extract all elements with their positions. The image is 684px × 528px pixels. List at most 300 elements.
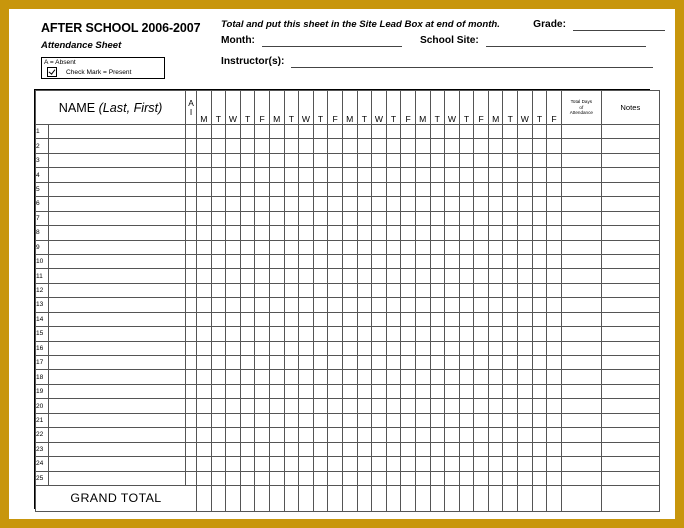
attendance-cell[interactable] [488,240,503,254]
attendance-cell[interactable] [211,428,226,442]
attendance-cell[interactable] [474,413,489,427]
attendance-cell[interactable] [211,399,226,413]
student-name-cell[interactable] [49,370,186,384]
student-name-cell[interactable] [49,312,186,326]
attendance-cell[interactable] [474,442,489,456]
attendance-cell[interactable] [445,211,460,225]
grand-total-cell[interactable] [518,485,533,511]
student-name-cell[interactable] [49,254,186,268]
attendance-cell[interactable] [197,399,212,413]
attendance-cell[interactable] [474,384,489,398]
attendance-cell[interactable] [269,457,284,471]
attendance-cell[interactable] [328,283,343,297]
attendance-cell[interactable] [328,254,343,268]
attendance-cell[interactable] [328,312,343,326]
attendance-cell[interactable] [240,356,255,370]
attendance-cell[interactable] [445,384,460,398]
attendance-cell[interactable] [197,327,212,341]
attendance-cell[interactable] [284,341,299,355]
attendance-cell[interactable] [415,182,430,196]
attendance-cell[interactable] [488,125,503,139]
grand-total-cell[interactable] [226,485,241,511]
attendance-cell[interactable] [401,269,416,283]
attendance-cell[interactable] [226,168,241,182]
total-days-cell[interactable] [561,168,601,182]
attendance-cell[interactable] [372,413,387,427]
attendance-cell[interactable] [386,139,401,153]
attendance-cell[interactable] [313,283,328,297]
attendance-cell[interactable] [197,168,212,182]
attendance-cell[interactable] [547,471,562,485]
attendance-cell[interactable] [518,168,533,182]
total-days-cell[interactable] [561,413,601,427]
attendance-cell[interactable] [255,283,270,297]
attendance-cell[interactable] [532,153,547,167]
attendance-cell[interactable] [328,442,343,456]
notes-cell[interactable] [601,356,659,370]
attendance-cell[interactable] [299,312,314,326]
attendance-cell[interactable] [386,125,401,139]
attendance-cell[interactable] [328,269,343,283]
attendance-cell[interactable] [342,254,357,268]
attendance-cell[interactable] [357,254,372,268]
attendance-cell[interactable] [299,211,314,225]
attendance-cell[interactable] [488,283,503,297]
attendance-cell[interactable] [459,240,474,254]
attendance-cell[interactable] [342,442,357,456]
attendance-cell[interactable] [328,370,343,384]
attendance-cell[interactable] [313,370,328,384]
attendance-cell[interactable] [386,153,401,167]
attendance-cell[interactable] [532,254,547,268]
attendance-cell[interactable] [518,312,533,326]
attendance-cell[interactable] [474,211,489,225]
attendance-cell[interactable] [255,254,270,268]
attendance-cell[interactable] [430,356,445,370]
attendance-cell[interactable] [255,341,270,355]
attendance-cell[interactable] [488,139,503,153]
attendance-cell[interactable] [547,457,562,471]
attendance-cell[interactable] [532,139,547,153]
attendance-cell[interactable] [299,442,314,456]
attendance-cell[interactable] [430,298,445,312]
attendance-cell[interactable] [386,327,401,341]
attendance-cell[interactable] [197,356,212,370]
attendance-cell[interactable] [503,356,518,370]
student-name-cell[interactable] [49,471,186,485]
attendance-cell[interactable] [503,384,518,398]
attendance-cell[interactable] [474,341,489,355]
attendance-cell[interactable] [503,312,518,326]
attendance-cell[interactable] [342,327,357,341]
attendance-cell[interactable] [488,327,503,341]
attendance-cell[interactable] [518,442,533,456]
attendance-cell[interactable] [503,240,518,254]
attendance-cell[interactable] [240,211,255,225]
student-name-cell[interactable] [49,327,186,341]
attendance-cell[interactable] [430,457,445,471]
ai-cell[interactable] [186,442,197,456]
attendance-cell[interactable] [240,428,255,442]
notes-cell[interactable] [601,370,659,384]
attendance-cell[interactable] [474,399,489,413]
attendance-cell[interactable] [372,457,387,471]
attendance-cell[interactable] [284,211,299,225]
attendance-cell[interactable] [415,298,430,312]
attendance-cell[interactable] [240,283,255,297]
attendance-cell[interactable] [240,442,255,456]
attendance-cell[interactable] [445,428,460,442]
total-days-cell[interactable] [561,356,601,370]
attendance-cell[interactable] [342,399,357,413]
attendance-cell[interactable] [240,312,255,326]
attendance-cell[interactable] [197,153,212,167]
attendance-cell[interactable] [313,153,328,167]
attendance-cell[interactable] [532,428,547,442]
ai-cell[interactable] [186,182,197,196]
ai-cell[interactable] [186,226,197,240]
attendance-cell[interactable] [269,168,284,182]
attendance-cell[interactable] [269,283,284,297]
ai-cell[interactable] [186,457,197,471]
attendance-cell[interactable] [328,153,343,167]
attendance-cell[interactable] [357,442,372,456]
attendance-cell[interactable] [197,283,212,297]
attendance-cell[interactable] [518,413,533,427]
attendance-cell[interactable] [445,197,460,211]
attendance-cell[interactable] [226,240,241,254]
attendance-cell[interactable] [269,356,284,370]
attendance-cell[interactable] [401,457,416,471]
attendance-cell[interactable] [211,442,226,456]
attendance-cell[interactable] [255,471,270,485]
attendance-cell[interactable] [518,240,533,254]
total-days-cell[interactable] [561,341,601,355]
total-days-cell[interactable] [561,399,601,413]
attendance-cell[interactable] [284,283,299,297]
attendance-cell[interactable] [313,226,328,240]
attendance-cell[interactable] [357,356,372,370]
attendance-cell[interactable] [299,341,314,355]
attendance-cell[interactable] [357,283,372,297]
attendance-cell[interactable] [518,125,533,139]
attendance-cell[interactable] [415,428,430,442]
notes-cell[interactable] [601,139,659,153]
attendance-cell[interactable] [328,298,343,312]
attendance-cell[interactable] [342,312,357,326]
attendance-cell[interactable] [474,153,489,167]
attendance-cell[interactable] [488,298,503,312]
attendance-cell[interactable] [459,384,474,398]
attendance-cell[interactable] [226,254,241,268]
attendance-cell[interactable] [386,269,401,283]
attendance-cell[interactable] [299,384,314,398]
attendance-cell[interactable] [328,428,343,442]
ai-cell[interactable] [186,254,197,268]
attendance-cell[interactable] [211,341,226,355]
attendance-cell[interactable] [401,399,416,413]
attendance-cell[interactable] [269,471,284,485]
student-name-cell[interactable] [49,182,186,196]
attendance-cell[interactable] [284,384,299,398]
total-days-cell[interactable] [561,240,601,254]
attendance-cell[interactable] [401,211,416,225]
attendance-cell[interactable] [211,197,226,211]
student-name-cell[interactable] [49,269,186,283]
ai-cell[interactable] [186,356,197,370]
attendance-cell[interactable] [269,298,284,312]
attendance-cell[interactable] [211,283,226,297]
notes-cell[interactable] [601,341,659,355]
attendance-cell[interactable] [342,139,357,153]
attendance-cell[interactable] [313,428,328,442]
attendance-cell[interactable] [459,399,474,413]
attendance-cell[interactable] [459,457,474,471]
attendance-cell[interactable] [415,356,430,370]
attendance-cell[interactable] [269,125,284,139]
attendance-cell[interactable] [415,413,430,427]
attendance-cell[interactable] [255,312,270,326]
ai-cell[interactable] [186,384,197,398]
attendance-cell[interactable] [240,341,255,355]
attendance-cell[interactable] [518,298,533,312]
attendance-cell[interactable] [240,139,255,153]
attendance-cell[interactable] [518,139,533,153]
attendance-cell[interactable] [401,197,416,211]
attendance-cell[interactable] [503,211,518,225]
attendance-cell[interactable] [226,269,241,283]
school-site-input[interactable] [486,35,646,47]
attendance-cell[interactable] [415,283,430,297]
attendance-cell[interactable] [328,399,343,413]
attendance-cell[interactable] [430,384,445,398]
attendance-cell[interactable] [547,298,562,312]
attendance-cell[interactable] [445,254,460,268]
attendance-cell[interactable] [503,182,518,196]
attendance-cell[interactable] [357,428,372,442]
attendance-cell[interactable] [459,356,474,370]
attendance-cell[interactable] [459,168,474,182]
attendance-cell[interactable] [328,356,343,370]
attendance-cell[interactable] [226,226,241,240]
attendance-cell[interactable] [488,471,503,485]
attendance-cell[interactable] [269,240,284,254]
attendance-cell[interactable] [430,226,445,240]
attendance-cell[interactable] [313,356,328,370]
attendance-cell[interactable] [430,370,445,384]
attendance-cell[interactable] [284,153,299,167]
attendance-cell[interactable] [211,413,226,427]
attendance-cell[interactable] [299,413,314,427]
attendance-cell[interactable] [255,240,270,254]
attendance-cell[interactable] [328,226,343,240]
ai-cell[interactable] [186,471,197,485]
attendance-cell[interactable] [211,457,226,471]
notes-cell[interactable] [601,283,659,297]
instructor-input[interactable] [291,56,653,68]
attendance-cell[interactable] [445,226,460,240]
attendance-cell[interactable] [197,240,212,254]
attendance-cell[interactable] [284,442,299,456]
attendance-cell[interactable] [255,413,270,427]
attendance-cell[interactable] [313,442,328,456]
attendance-cell[interactable] [547,182,562,196]
ai-cell[interactable] [186,139,197,153]
notes-cell[interactable] [601,384,659,398]
attendance-cell[interactable] [269,312,284,326]
attendance-cell[interactable] [547,413,562,427]
attendance-cell[interactable] [532,442,547,456]
attendance-cell[interactable] [269,341,284,355]
attendance-cell[interactable] [240,298,255,312]
attendance-cell[interactable] [532,269,547,283]
attendance-cell[interactable] [226,139,241,153]
attendance-cell[interactable] [474,254,489,268]
attendance-cell[interactable] [255,182,270,196]
attendance-cell[interactable] [532,341,547,355]
attendance-cell[interactable] [503,413,518,427]
attendance-cell[interactable] [299,457,314,471]
attendance-cell[interactable] [299,428,314,442]
attendance-cell[interactable] [503,298,518,312]
attendance-cell[interactable] [328,457,343,471]
attendance-cell[interactable] [255,226,270,240]
attendance-cell[interactable] [342,283,357,297]
attendance-cell[interactable] [503,168,518,182]
attendance-cell[interactable] [255,428,270,442]
attendance-cell[interactable] [255,370,270,384]
attendance-cell[interactable] [430,182,445,196]
attendance-cell[interactable] [313,471,328,485]
attendance-cell[interactable] [386,197,401,211]
attendance-cell[interactable] [226,356,241,370]
attendance-cell[interactable] [255,384,270,398]
attendance-cell[interactable] [240,226,255,240]
attendance-cell[interactable] [386,370,401,384]
attendance-cell[interactable] [240,471,255,485]
attendance-cell[interactable] [284,182,299,196]
attendance-cell[interactable] [357,139,372,153]
total-days-cell[interactable] [561,283,601,297]
attendance-cell[interactable] [518,370,533,384]
attendance-cell[interactable] [459,413,474,427]
attendance-cell[interactable] [547,312,562,326]
attendance-cell[interactable] [532,370,547,384]
attendance-cell[interactable] [284,312,299,326]
student-name-cell[interactable] [49,442,186,456]
attendance-cell[interactable] [313,399,328,413]
attendance-cell[interactable] [547,269,562,283]
attendance-cell[interactable] [532,356,547,370]
attendance-cell[interactable] [211,153,226,167]
attendance-cell[interactable] [299,471,314,485]
month-input[interactable] [262,35,402,47]
attendance-cell[interactable] [342,269,357,283]
attendance-cell[interactable] [357,384,372,398]
total-days-cell[interactable] [561,298,601,312]
attendance-cell[interactable] [386,298,401,312]
attendance-cell[interactable] [518,384,533,398]
attendance-cell[interactable] [342,125,357,139]
attendance-cell[interactable] [474,168,489,182]
grand-total-cell[interactable] [386,485,401,511]
attendance-cell[interactable] [401,168,416,182]
attendance-cell[interactable] [430,153,445,167]
attendance-cell[interactable] [547,384,562,398]
attendance-cell[interactable] [240,125,255,139]
attendance-cell[interactable] [401,153,416,167]
attendance-cell[interactable] [386,413,401,427]
total-days-cell[interactable] [561,254,601,268]
attendance-cell[interactable] [474,428,489,442]
attendance-cell[interactable] [197,442,212,456]
attendance-cell[interactable] [284,471,299,485]
attendance-cell[interactable] [372,399,387,413]
attendance-cell[interactable] [328,341,343,355]
attendance-cell[interactable] [372,298,387,312]
attendance-cell[interactable] [518,327,533,341]
attendance-cell[interactable] [328,182,343,196]
attendance-cell[interactable] [415,240,430,254]
notes-cell[interactable] [601,442,659,456]
attendance-cell[interactable] [503,370,518,384]
grand-total-cell[interactable] [284,485,299,511]
attendance-cell[interactable] [445,182,460,196]
attendance-cell[interactable] [328,413,343,427]
attendance-cell[interactable] [211,125,226,139]
attendance-cell[interactable] [226,312,241,326]
notes-cell[interactable] [601,254,659,268]
attendance-cell[interactable] [342,370,357,384]
attendance-cell[interactable] [532,226,547,240]
attendance-cell[interactable] [474,182,489,196]
total-days-cell[interactable] [561,197,601,211]
attendance-cell[interactable] [255,327,270,341]
attendance-cell[interactable] [547,240,562,254]
attendance-cell[interactable] [255,457,270,471]
attendance-cell[interactable] [357,341,372,355]
total-days-cell[interactable] [561,211,601,225]
attendance-cell[interactable] [197,197,212,211]
attendance-cell[interactable] [284,197,299,211]
attendance-cell[interactable] [401,370,416,384]
attendance-cell[interactable] [255,197,270,211]
attendance-cell[interactable] [459,182,474,196]
total-days-cell[interactable] [561,471,601,485]
attendance-cell[interactable] [269,254,284,268]
attendance-cell[interactable] [197,139,212,153]
attendance-cell[interactable] [226,125,241,139]
attendance-cell[interactable] [313,341,328,355]
attendance-cell[interactable] [342,211,357,225]
notes-cell[interactable] [601,327,659,341]
attendance-cell[interactable] [503,197,518,211]
attendance-cell[interactable] [474,197,489,211]
attendance-cell[interactable] [372,312,387,326]
attendance-cell[interactable] [357,226,372,240]
attendance-cell[interactable] [401,356,416,370]
attendance-cell[interactable] [430,211,445,225]
attendance-cell[interactable] [415,254,430,268]
notes-cell[interactable] [601,197,659,211]
attendance-cell[interactable] [445,269,460,283]
attendance-cell[interactable] [445,413,460,427]
attendance-cell[interactable] [503,457,518,471]
attendance-cell[interactable] [430,428,445,442]
attendance-cell[interactable] [372,370,387,384]
attendance-cell[interactable] [284,269,299,283]
attendance-cell[interactable] [197,254,212,268]
